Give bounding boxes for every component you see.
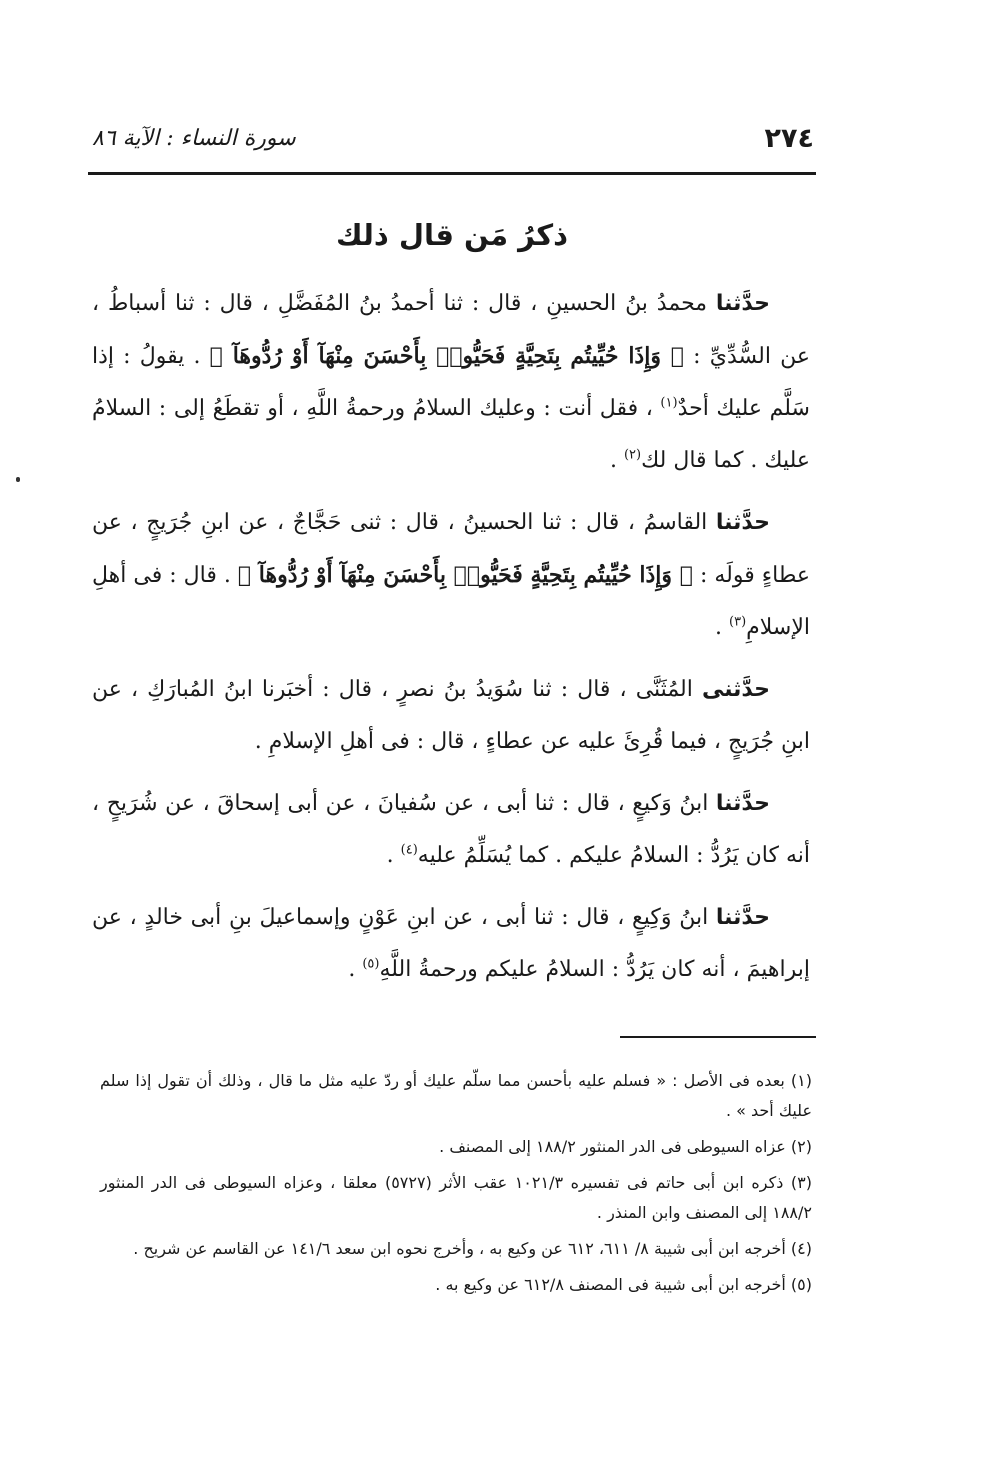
- paragraph: [92, 497, 810, 654]
- text-run: محمدُ بنُ الحسينِ ، قال : ثنا أحمدُ بنُ المُفَضَّلِ ، قال : ثنا أسباطُ ، عن السُّدِّيِّ :: [92, 291, 810, 369]
- text-run: .: [609, 448, 624, 473]
- text-run: . قال : فى أهلِ الإسلامِ: [92, 563, 810, 640]
- running-title: سورة النساء : الآية ٨٦: [92, 125, 296, 151]
- text-run: .: [386, 843, 401, 868]
- footnote-ref: (٥): [362, 956, 380, 972]
- header-rule: [88, 172, 816, 175]
- footnote: (٢) عزاه السيوطى فى الدر المنثور ١٨٨/٢ إلى المصنف .: [439, 1137, 812, 1156]
- text-run: . يقولُ : إذا سَلَّم عليك أحدٌ: [92, 344, 810, 421]
- footnote: (٤) أخرجه ابن أبى شيبة ٨/ ٦١١، ٦١٢ عن وكيع به ، وأخرج نحوه ابن سعد ١٤١/٦ عن القاسم عن شريح .: [133, 1239, 812, 1258]
- footnote: (١) بعده فى الأصل : « فسلم عليه بأحسن مما سلّم عليك أو ردّ عليه مثل ما قال ، وذلك أن تقول إذا سلم عليك أحد » .: [100, 1071, 812, 1120]
- text-run: ، فقل أنت : وعليك السلامُ ورحمةُ اللَّهِ ، أو تقطَعُ إلى : السلامُ عليك . كما قال لك: [92, 396, 810, 473]
- narration-lead: حدَّثنا: [715, 291, 770, 316]
- paragraph: [92, 278, 810, 487]
- footnote-ref: (٢): [623, 447, 642, 463]
- footnote-ref: (٤): [400, 842, 418, 858]
- footnote-ref: (٣): [729, 614, 747, 630]
- text-run: المُثَنَّى ، قال : ثنا سُوَيدُ بنُ نصرٍ ، قال : أخبَرنا ابنُ المُبارَكِ ، عن ابنِ جُرَيجٍ ، فيما قُرِئَ عليه عن عطاءٍ ، قال : فى أهلِ الإسلامِ .: [92, 677, 810, 754]
- text-run: .: [348, 957, 363, 982]
- text-run: ابنُ وَكيعٍ ، قال : ثنا أبى ، عن سُفيانَ ، عن أبى إسحاقَ ، عن شُرَيحٍ ، أنه كان يَرُدُّ : السلامُ عليكم . كما يُسَلِّمُ عليه: [92, 791, 810, 868]
- quran-verse: ﴿ وَإِذَا حُيِّيتُم بِتَحِيَّةٍ فَحَيُّوا۟ بِأَحْسَنَ مِنْهَآ أَوْ رُدُّوهَآ ﴾: [237, 562, 693, 588]
- narration-lead: حدَّثنى: [701, 677, 770, 702]
- footnotes: [100, 1066, 812, 1306]
- main-text: [92, 278, 810, 1006]
- page-header: [92, 118, 814, 158]
- paragraph: [92, 778, 810, 882]
- page-number: ٢٧٤: [764, 122, 814, 154]
- paragraph: [92, 664, 810, 768]
- footnote-ref: (١): [660, 395, 678, 411]
- footnote: (٣) ذكره ابن أبى حاتم فى تفسيره ١٠٢١/٣ عقب الأثر (٥٧٢٧) معلقا ، وعزاه السيوطى فى الدر المنثور ١٨٨/٢ إلى المصنف وابن المنذر .: [100, 1173, 812, 1222]
- narration-lead: حدَّثنا: [715, 791, 770, 816]
- text-run: القاسمُ ، قال : ثنا الحسينُ ، قال : ثنى حَجَّاجٌ ، عن ابنِ جُرَيجٍ ، عن عطاءٍ قولَه :: [92, 510, 810, 588]
- narration-lead: حدَّثنا: [715, 905, 770, 930]
- text-run: .: [715, 615, 730, 640]
- narration-lead: حدَّثنا: [715, 510, 770, 535]
- paragraph: [92, 892, 810, 996]
- section-title: ذكرُ مَن قال ذلك: [336, 218, 568, 252]
- quran-verse: ﴿ وَإِذَا حُيِّيتُم بِتَحِيَّةٍ فَحَيُّوا۟ بِأَحْسَنَ مِنْهَآ أَوْ رُدُّوهَآ ﴾: [209, 343, 684, 369]
- scan-speck: [16, 477, 20, 482]
- text-run: ابنُ وَكِيعٍ ، قال : ثنا أبى ، عن ابنِ عَوْنٍ وإسماعيلَ بنِ أبى خالدٍ ، عن إبراهيمَ ، أنه كان يَرُدُّ : السلامُ عليكم ورحمةُ اللَّهِ: [92, 905, 810, 982]
- footnote-separator: [620, 1036, 816, 1038]
- footnote: (٥) أخرجه ابن أبى شيبة فى المصنف ٦١٢/٨ عن وكيع به .: [435, 1275, 812, 1294]
